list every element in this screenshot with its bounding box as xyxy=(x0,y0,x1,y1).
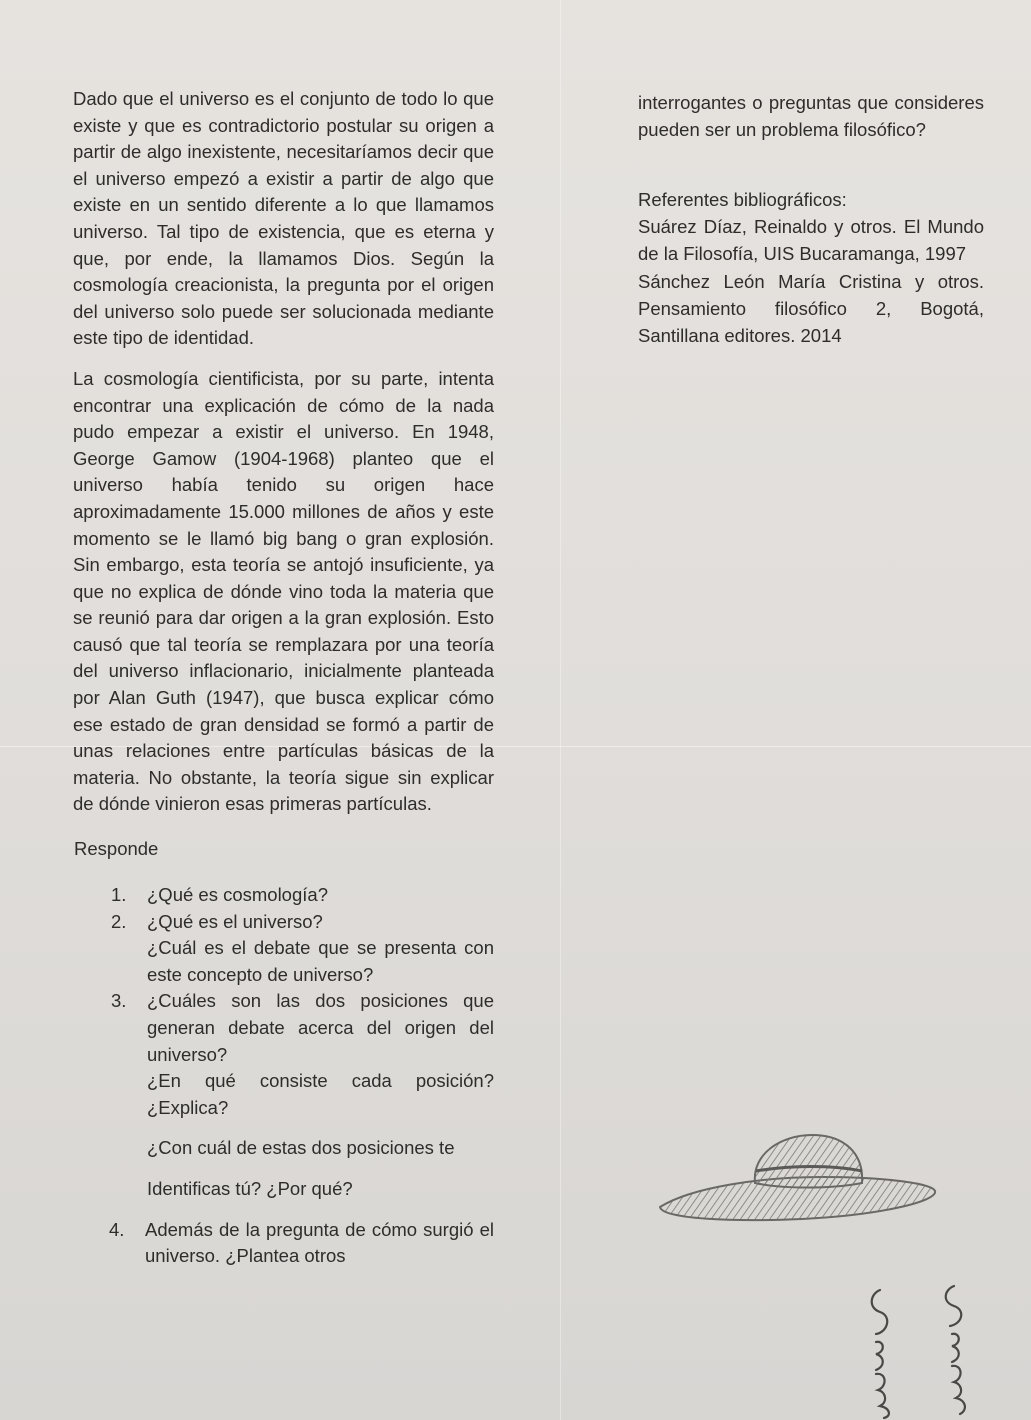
question-number: 3. xyxy=(111,990,127,1012)
question-text: ¿Cuáles son las dos posiciones que generan debate acerca del origen del universo? xyxy=(147,990,494,1065)
handwritten-signature xyxy=(862,1282,982,1420)
question-number: 2. xyxy=(111,910,127,932)
question-list xyxy=(73,882,494,1270)
question-follow-up: ¿Con cuál de estas dos posiciones te xyxy=(147,1137,455,1159)
right-column xyxy=(638,90,984,350)
hat-sketch-icon xyxy=(652,1125,942,1225)
paragraph-scientism: La cosmología cientificista, por su parte, intenta encontrar una explicación de cómo de la nada pudo empezar a existir el universo. En 1948, George Gamow (1904-1968) planteo que el universo había tenido su origen hace aproximadamente 15.000 millones de años y este momento se le llamó big bang o gran explosión. Sin embargo, esta teoría se antojó insuficiente, ya que no explica de dónde vino toda la materia que se reunió para dar origen a la gran explosión. Esto causó que tal teoría se remplazara por una teoría del universo inflacionario, inicialmente planteada por Alan Guth (1947), que busca explicar cómo ese estado de gran densidad se formó a partir de unas relaciones entre partículas básicas de la materia. No obstante, la teoría sigue sin explicar de dónde vinieron esas primeras partículas. xyxy=(73,367,494,815)
question-continuation: interrogantes o preguntas que consideres pueden ser un problema filosófico? xyxy=(638,92,984,140)
references-title: Referentes bibliográficos: xyxy=(638,189,847,211)
question-item xyxy=(73,909,494,936)
question-number: 1. xyxy=(111,884,127,906)
question-item xyxy=(73,1217,494,1270)
question-follow-up: ¿Cuál es el debate que se presenta con este concepto de universo? xyxy=(147,937,494,985)
reference-item: Suárez Díaz, Reinaldo y otros. El Mundo de la Filosofía, UIS Bucaramanga, 1997 xyxy=(638,216,984,265)
paragraph-creationism: Dado que el universo es el conjunto de todo lo que existe y que es contradictorio postular su origen a partir de algo inexistente, necesitaríamos decir que el universo empezó a existir a partir de algo que existe en un sentido diferente a lo que llamamos universo. Tal tipo de existencia, que es eterna y que, por ende, la llamamos Dios. Según la cosmología creacionista, la pregunta por el origen del universo solo puede ser solucionada mediante este tipo de identidad. xyxy=(73,88,494,349)
paper-fold-line-vertical xyxy=(560,0,561,1420)
question-number: 4. xyxy=(109,1218,125,1240)
question-text: Además de la pregunta de cómo surgió el universo. ¿Plantea otros xyxy=(145,1218,494,1267)
reference-item: Sánchez León María Cristina y otros. Pensamiento filosófico 2, Bogotá, Santillana editores. 2014 xyxy=(638,270,984,347)
question-follow-up: ¿En qué consiste cada posición? ¿Explica? xyxy=(147,1070,494,1118)
question-text: ¿Qué es el universo? xyxy=(147,910,323,932)
question-item xyxy=(73,988,494,1068)
question-text: ¿Qué es cosmología? xyxy=(147,884,328,906)
left-column xyxy=(73,86,494,1270)
question-item xyxy=(73,882,494,909)
question-follow-up: Identificas tú? ¿Por qué? xyxy=(147,1177,353,1199)
questions-heading: Responde xyxy=(74,838,159,860)
